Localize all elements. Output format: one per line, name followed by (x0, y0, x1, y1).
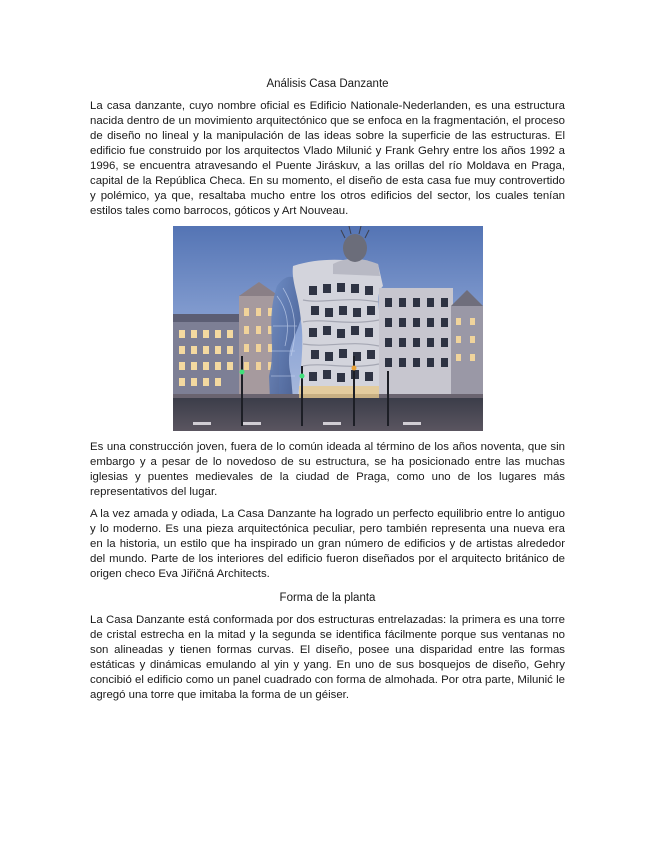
paragraph-young-building: Es una construcción joven, fuera de lo común ideada al término de los años noventa, que sin embargo y a pesar de lo novedoso de su estructura, se ha posicionado entre las muchas iglesias y puentes medievales de la ciudad de Praga, como uno de los lugares más representativos del lugar. (90, 441, 565, 498)
paragraph-intro: La casa danzante, cuyo nombre oficial es Edificio Nationale-Nederlanden, es una estructura nacida dentro de un movimiento arquitectónico que se enfoca en la fragmentación, el proceso de diseño no lineal y la manipulación de las ideas sobre la superficie de las estructuras. El edificio fue construido por los arquitectos Vlado Milunić y Frank Gehry entre los años 1992 a 1996, se encuentra atravesando el Puente Jiráskuv, a las orillas del río Moldava en Praga, capital de la República Checa. En su momento, el diseño de esta casa fue muy controvertido y polémico, ya que, resaltaba mucho entre los otros edificios del sector, los cuales tenían estilos tales como barrocos, góticos y Art Nouveau. (90, 100, 565, 217)
paragraph-loved-hated: A la vez amada y odiada, La Casa Danzante ha logrado un perfecto equilibrio entre lo antiguo y lo moderno. Es una pieza arquitectónica peculiar, pero también representa una nueva era en la historia, un estilo que ha inspirado un gran número de edificios y de artistas alrededor del mundo. Parte de los interiores del edificio fueron diseñados por el arquitecto británico de origen checo Eva Jiřičná Architects. (90, 508, 565, 580)
dancing-house-photo (173, 226, 483, 431)
section-subtitle: Forma de la planta (279, 592, 376, 604)
paragraph-plan-shape: La Casa Danzante está conformada por dos estructuras entrelazadas: la primera es una torre de cristal estrecha en la mitad y la segunda se identifica fácilmente porque sus ventanas no son alineadas y tienen formas curvas. El diseño, posee una disparidad entre las formas estáticas y dinámicas emulando al yin y yang. En uno de sus bosquejos de diseño, Gehry concibió el edificio como un panel cuadrado con forma de almohada. Por otra parte, Milunić le agregó una torre que imitaba la forma de un géiser. (90, 614, 565, 701)
document-title: Análisis Casa Danzante (266, 78, 389, 90)
